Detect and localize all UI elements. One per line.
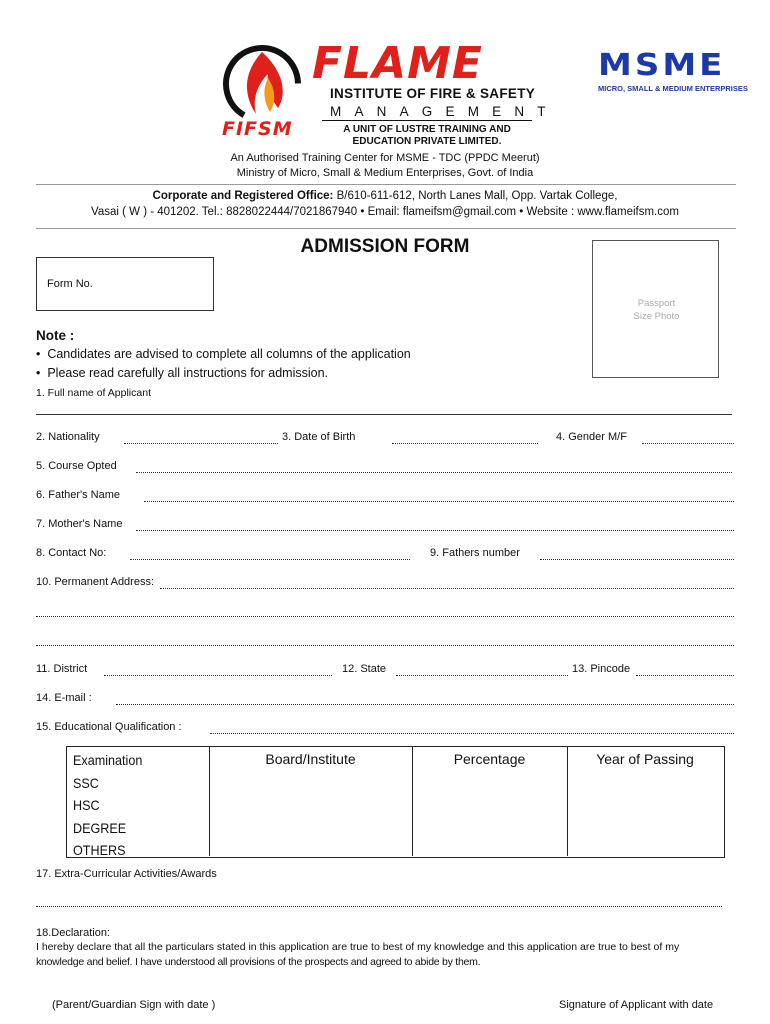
authorised-line-1: An Authorised Training Center for MSME - TDC (PPDC Meerut) (230, 152, 540, 164)
extra-curricular-field[interactable] (36, 906, 722, 907)
pincode-label: 13. Pincode (572, 663, 631, 675)
logo-abbreviation: FIFSM (222, 118, 293, 140)
gender-field[interactable] (642, 443, 734, 444)
gender-label: 4. Gender M/F (556, 431, 627, 443)
table-header-board: Board/Institute (265, 751, 356, 767)
mother-name-label: 7. Mother's Name (36, 518, 123, 530)
district-field[interactable] (104, 675, 332, 676)
declaration-title: 18.Declaration: (36, 927, 110, 939)
unit-line-2: EDUCATION PRIVATE LIMITED. (352, 136, 502, 147)
note-title: Note : (36, 328, 75, 343)
office-address-line-1 (0, 190, 770, 202)
table-header-year: Year of Passing (596, 751, 694, 767)
note-list (36, 345, 411, 383)
divider (36, 228, 736, 229)
brand-name: FLAME (312, 38, 483, 89)
photo-placeholder (593, 297, 720, 323)
parent-signature-label: (Parent/Guardian Sign with date ) (52, 999, 216, 1011)
fathers-number-field[interactable] (540, 559, 734, 560)
declaration-text-1: I hereby declare that all the particulars stated in this application are true to best of my knowledge and this application are true to best of my (36, 941, 680, 953)
office-address: B/610-611-612, North Lanes Mall, Opp. Vartak College, (333, 190, 618, 202)
note-item: • Candidates are advised to complete all columns of the application (36, 347, 411, 361)
state-field[interactable] (396, 675, 568, 676)
office-label: Corporate and Registered Office: (152, 190, 334, 202)
mother-name-field[interactable] (136, 530, 734, 531)
address-field-2[interactable] (36, 616, 734, 617)
authorised-line-2: Ministry of Micro, Small & Medium Enterprises, Govt. of India (236, 167, 534, 179)
table-row-hsc: HSC (73, 797, 100, 813)
father-name-label: 6. Father's Name (36, 489, 121, 501)
msme-subtitle: MICRO, SMALL & MEDIUM ENTERPRISES (598, 84, 748, 93)
nationality-field[interactable] (124, 443, 278, 444)
photo-line-1: Passport (637, 298, 676, 309)
dob-label: 3. Date of Birth (282, 431, 356, 443)
declaration-text-2: knowledge and belief. I have understood all provisions of the prospects and agreed to abide by them. (36, 956, 481, 968)
table-header-examination: Examination (73, 752, 143, 768)
applicant-signature-label: Signature of Applicant with date (559, 999, 714, 1011)
table-row-degree: DEGREE (73, 819, 127, 836)
note-item: • Please read carefully all instructions for admission. (36, 366, 329, 380)
photo-line-2: Size Photo (633, 311, 680, 322)
course-label: 5. Course Opted (36, 460, 117, 472)
msme-logo: MSME (598, 47, 726, 83)
full-name-line[interactable] (36, 414, 732, 415)
office-address-line-2: Vasai ( W ) - 401202. Tel.: 8828022444/7021867940 • Email: flameifsm@gmail.com • Website : www.flameifsm.com (91, 206, 679, 218)
unit-line-1: A UNIT OF LUSTRE TRAINING AND (343, 124, 511, 135)
address-label: 10. Permanent Address: (36, 576, 155, 588)
exam-column (73, 749, 142, 862)
full-name-label: 1. Full name of Applicant (36, 387, 151, 399)
form-number-label: Form No. (47, 278, 93, 290)
divider (36, 184, 736, 185)
table-header-percentage: Percentage (453, 751, 526, 767)
institute-line: INSTITUTE OF FIRE & SAFETY (330, 86, 536, 101)
contact-label: 8. Contact No: (36, 547, 107, 559)
state-label: 12. State (342, 663, 387, 675)
dob-field[interactable] (392, 443, 538, 444)
form-number-box[interactable] (36, 257, 214, 311)
email-field[interactable] (116, 704, 734, 705)
table-row-ssc: SSC (73, 774, 99, 791)
fathers-number-label: 9. Fathers number (430, 547, 520, 559)
father-name-field[interactable] (144, 501, 734, 502)
form-title: ADMISSION FORM (300, 236, 470, 257)
nationality-label: 2. Nationality (36, 431, 100, 443)
contact-field[interactable] (130, 559, 410, 560)
address-field-3[interactable] (36, 645, 734, 646)
table-row-others: OTHERS (73, 842, 126, 858)
passport-photo-box[interactable] (592, 240, 719, 378)
education-label: 15. Educational Qualification : (36, 721, 182, 733)
extra-curricular-label: 17. Extra-Curricular Activities/Awards (36, 868, 217, 880)
email-label: 14. E-mail : (36, 692, 92, 704)
course-field[interactable] (136, 472, 732, 473)
education-field[interactable] (210, 733, 734, 734)
pincode-field[interactable] (636, 675, 734, 676)
unit-caption (322, 120, 532, 148)
address-field-1[interactable] (160, 588, 734, 589)
qualification-table (66, 746, 725, 858)
district-label: 11. District (36, 663, 88, 675)
management-line: MANAGEMENT (330, 104, 559, 119)
